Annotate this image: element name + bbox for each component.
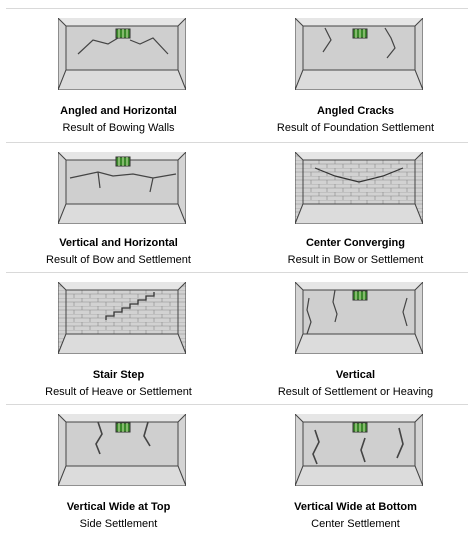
crack-subtitle: Side Settlement: [79, 518, 158, 530]
crack-title: Vertical and Horizontal: [59, 237, 178, 249]
crack-title: Vertical Wide at Top: [66, 501, 171, 513]
basement-wall-illustration: [58, 414, 186, 486]
crack-type-vertical-horizontal: [0, 152, 237, 270]
crack-subtitle: Result of Bow and Settlement: [46, 254, 191, 266]
divider: [6, 404, 468, 405]
crack-title: Angled and Horizontal: [60, 105, 177, 117]
divider: [6, 8, 468, 9]
crack-subtitle: Result of Settlement or Heaving: [277, 386, 434, 398]
crack-title: Vertical Wide at Bottom: [294, 501, 417, 513]
crack-type-angled-cracks: [237, 18, 474, 136]
crack-type-stair-step: [0, 282, 237, 400]
basement-wall-illustration: [295, 18, 423, 90]
basement-brick-wall-illustration: [58, 282, 186, 354]
basement-brick-wall-illustration: [295, 152, 423, 224]
crack-title: Vertical: [335, 369, 376, 381]
crack-type-vertical-wide-top: [0, 414, 237, 534]
crack-type-center-converging: [237, 152, 474, 270]
crack-subtitle: Center Settlement: [311, 518, 400, 530]
crack-type-angled-horizontal: [0, 18, 237, 136]
crack-title: Angled Cracks: [316, 105, 395, 117]
crack-title: Stair Step: [92, 369, 145, 381]
divider: [6, 142, 468, 143]
crack-title: Center Converging: [305, 237, 405, 249]
crack-type-vertical: [237, 282, 474, 400]
basement-wall-illustration: [58, 152, 186, 224]
crack-subtitle: Result of Heave or Settlement: [45, 386, 192, 398]
crack-subtitle: Result in Bow or Settlement: [287, 254, 424, 266]
divider: [6, 272, 468, 273]
basement-wall-illustration: [58, 18, 186, 90]
basement-wall-illustration: [295, 414, 423, 486]
basement-wall-illustration: [295, 282, 423, 354]
crack-subtitle: Result of Bowing Walls: [62, 122, 175, 134]
crack-subtitle: Result of Foundation Settlement: [276, 122, 435, 134]
crack-type-vertical-wide-bottom: [237, 414, 474, 534]
